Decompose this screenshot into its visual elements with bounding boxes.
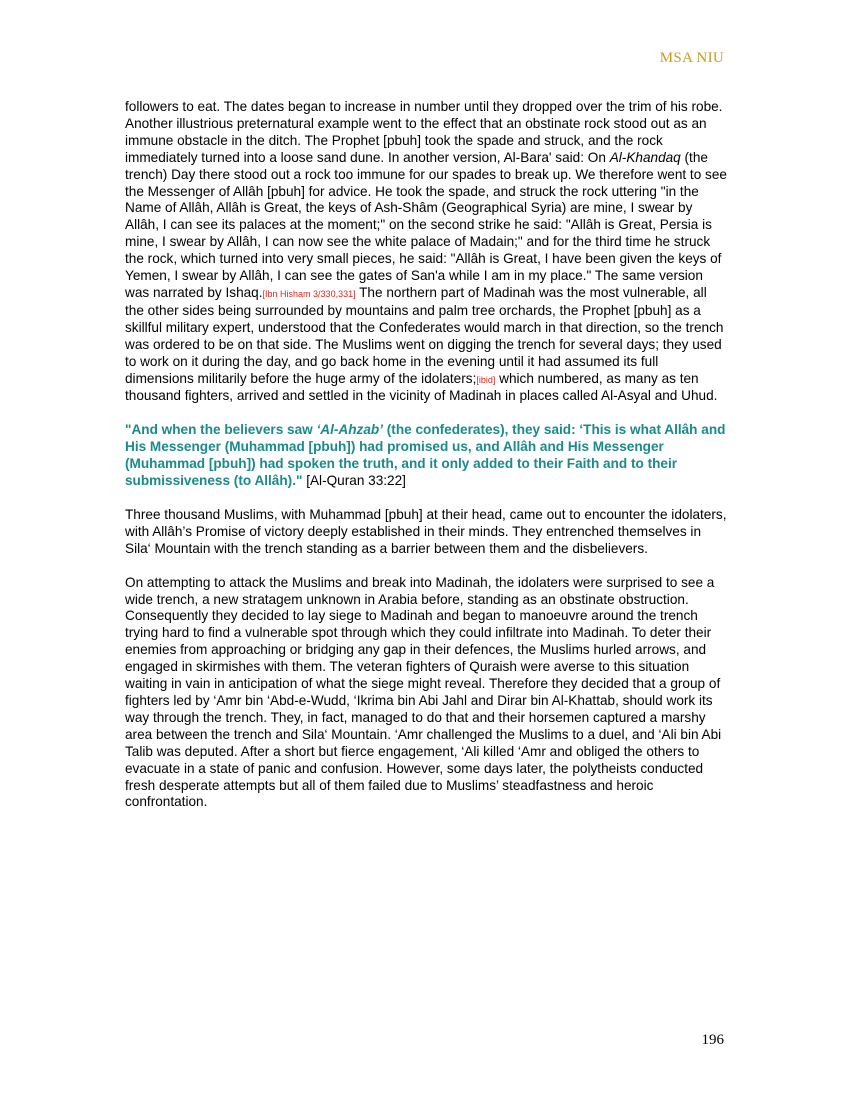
- paragraph-2: Three thousand Muslims, with Muhammad [pbuh] at their head, came out to encounter the idolaters, with Allâh’s Promise of victory deeply established in their minds. They entrenched themselves in Sila‘ Mountain with the trench standing as a barrier between them and the disbelievers.: [125, 506, 727, 556]
- term-al-khandaq: Al-Khandaq: [609, 149, 681, 165]
- verse-text-b: (the confederates), they said: ‘This is what Allâh and His Messenger (Muhammad [pbuh]) had promised us, and Allâh and His Messenger (Muhammad [pbuh]) had spoken the truth, and it only added to their Faith and to their submissiveness (to Allâh).": [125, 422, 726, 489]
- verse-text-a: "And when the believers saw: [125, 422, 317, 438]
- paragraph-1-text-a: followers to eat. The dates began to increase in number until they dropped over the trim of his robe. Another illustrious preternatural example went to the effect that an obstinate rock stood out as an immune obstacle in the ditch. The Prophet [pbuh] took the spade and struck, and the rock immediately turned into a loose sand dune. In another version, Al-Bara' said: On: [125, 99, 723, 165]
- verse-term-al-ahzab: ‘Al-Ahzab’: [316, 422, 383, 438]
- paragraph-1: [125, 99, 727, 405]
- quran-verse: [125, 422, 727, 490]
- reference-ibn-hisham: [Ibn Hisham 3/330,331]: [262, 288, 356, 299]
- page-body: [125, 99, 727, 811]
- page-header: MSA NIU: [659, 50, 724, 66]
- paragraph-1-text-b: (the trench) Day there stood out a rock too immune for our spades to break up. We therefore went to see the Messenger of Allâh [pbuh] for advice. He took the spade, and struck the rock uttering "in the Name of Allâh, Allâh is Great, the keys of Ash-Shâm (Geographical Syria) are mine, I swear by Allâh, I can see its palaces at the moment;" on the second strike he said: "Allâh is Great, Persia is mine, I swear by Allâh, I can now see the white palace of Madain;" and for the third time he struck the rock, which turned into very small pieces, he said: "Allâh is Great, I have been given the keys of Yemen, I swear by Allâh, I can see the gates of San'a while I am in my place." The same version was narrated by Ishaq.: [125, 149, 727, 300]
- verse-citation: [Al-Quran 33:22]: [302, 473, 406, 489]
- paragraph-1-text-c: The northern part of Madinah was the most vulnerable, all the other sides being surrounded by mountains and palm tree orchards, the Prophet [pbuh] as a skillful military expert, understood that the Confederates would march in that direction, so the trench was ordered to be on that side. The Muslims went on digging the trench for several days; they used to work on it during the day, and go back home in the evening until it had assumed its full dimensions militarily before the huge army of the idolaters;: [125, 284, 724, 386]
- paragraph-3: On attempting to attack the Muslims and break into Madinah, the idolaters were surprised to see a wide trench, a new stratagem unknown in Arabia before, standing as an obstinate obstruction. Consequently they decided to lay siege to Madinah and began to manoeuvre around the trench trying hard to find a vulnerable spot through which they could infiltrate into Madinah. To deter their enemies from approaching or bridging any gap in their defences, the Muslims hurled arrows, and engaged in skirmishes with them. The veteran fighters of Quraish were averse to this situation waiting in vain in anticipation of what the siege might reveal. Therefore they decided that a group of fighters led by ‘Amr bin ‘Abd-e-Wudd, ‘Ikrima bin Abi Jahl and Dirar bin Al-Khattab, should work its way through the trench. They, in fact, managed to do that and their horsemen captured a marshy area between the trench and Sila‘ Mountain. ‘Amr challenged the Muslims to a duel, and ‘Ali bin Abi Talib was deputed. After a short but fierce engagement, ‘Ali killed ‘Amr and obliged the others to evacuate in a state of panic and confusion. However, some days later, the polytheists conducted fresh desperate attempts but all of them failed due to Muslims’ steadfastness and heroic confrontation.: [125, 574, 722, 810]
- paragraph-1-text-d: which numbered, as many as ten thousand fighters, arrived and settled in the vicinity of Madinah in places called Al-Asyal and Uhud.: [125, 370, 718, 404]
- reference-ibid: [ibid]: [476, 374, 496, 385]
- page-number: 196: [701, 1032, 724, 1048]
